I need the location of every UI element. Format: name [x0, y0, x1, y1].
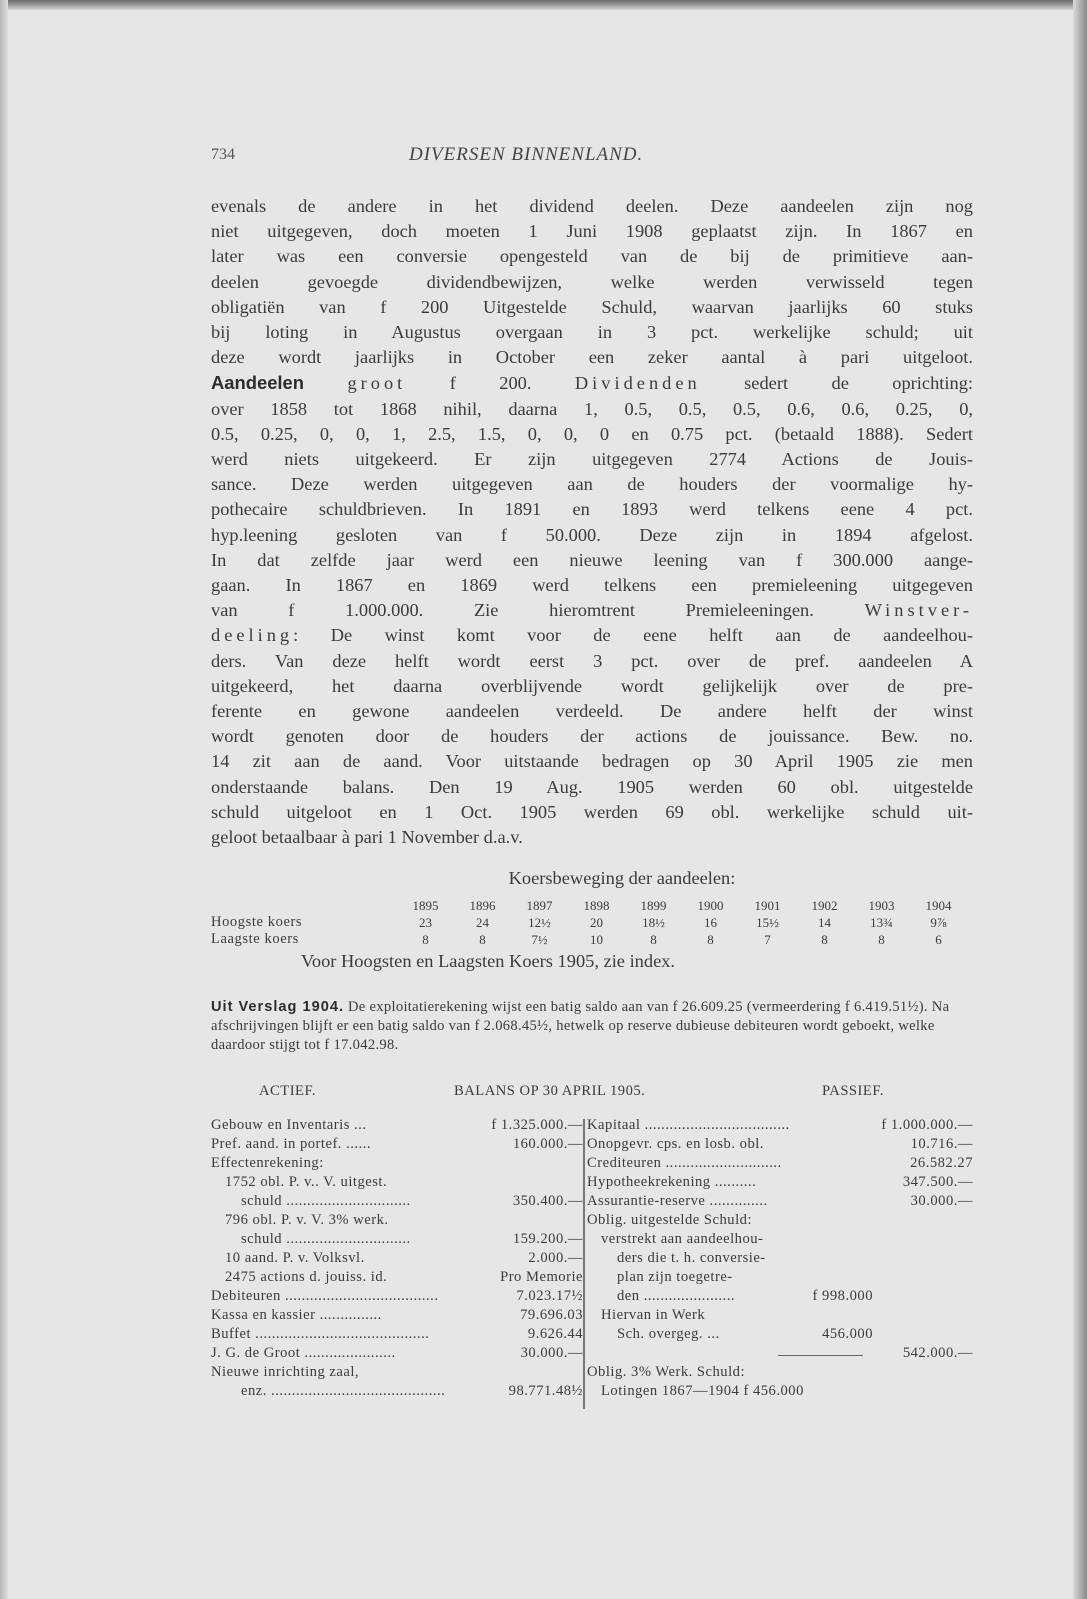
actief-row — [211, 1288, 583, 1307]
actief-row — [211, 1155, 583, 1174]
actief-row — [211, 1117, 583, 1136]
running-title: DIVERSEN BINNENLAND. — [409, 144, 644, 165]
page-content — [211, 138, 973, 1417]
actief-row-label: Gebouw en Inventaris ... — [211, 1117, 367, 1134]
passief-subamount: f 998.000 — [812, 1288, 873, 1305]
actief-row — [211, 1364, 583, 1383]
passief-row-label: Oblig. uitgestelde Schuld: — [587, 1212, 753, 1229]
koers-year: 1897 — [526, 897, 553, 913]
koers-cell: 23 — [419, 914, 432, 930]
winstverdeeling-label-a: Winstver- — [864, 600, 973, 621]
koers-row-label: Laagste koers — [211, 931, 299, 948]
passief-amount: 347.500.— — [902, 1174, 973, 1191]
koers-cell: 20 — [590, 914, 603, 930]
page-number: 734 — [211, 146, 235, 163]
koers-note: Voor Hoogsten en Laagsten Koers 1905, zie index. — [301, 951, 676, 972]
verslag-paragraph — [211, 998, 973, 1055]
actief-row-label: Debiteuren ..................................... — [211, 1288, 439, 1305]
scanned-page — [8, 10, 1073, 1599]
actief-amount: 2.000.— — [528, 1250, 583, 1267]
passief-row — [587, 1288, 973, 1307]
koers-corner — [211, 897, 397, 914]
actief-row — [211, 1345, 583, 1364]
koers-cell: 9⅞ — [930, 914, 947, 930]
body-line: 14 zit aan de aand. Voor uitstaande bedragen op 30 April 1905 zie men — [211, 751, 973, 772]
actief-row — [211, 1174, 583, 1193]
koers-cell: 12½ — [528, 914, 551, 930]
body-line: schuld uitgeloot en 1 Oct. 1905 werden 69 obl. werkelijke schuld uit- — [211, 801, 973, 822]
body-line: gaan. In 1867 en 1869 werd telkens een premieleening uitgegeven — [211, 575, 973, 596]
koers-years-row — [211, 897, 967, 914]
actief-row-label: 796 obl. P. v. V. 3% werk. — [225, 1212, 389, 1229]
koers-year: 1900 — [697, 897, 724, 913]
running-head — [211, 138, 973, 178]
actief-row — [211, 1269, 583, 1288]
aandeelen-line — [211, 370, 973, 396]
passief-amount: 30.000.— — [910, 1193, 973, 1210]
actief-row-label: 2475 actions d. jouiss. id. — [225, 1269, 388, 1286]
actief-row — [211, 1326, 583, 1345]
groot-label: groot — [347, 373, 407, 394]
koers-cell: 8 — [878, 931, 885, 947]
actief-row-label: Kassa en kassier ............... — [211, 1307, 382, 1324]
winst-rest: : De winst komt voor de eene helft aan de aandeelhou- — [293, 625, 973, 646]
passief-row — [587, 1117, 973, 1136]
actief-row — [211, 1136, 583, 1155]
koers-year: 1902 — [811, 897, 838, 913]
koers-cell: 18½ — [642, 914, 665, 930]
actief-amount: 160.000.— — [512, 1136, 583, 1153]
body-text — [211, 194, 973, 850]
koers-year: 1898 — [583, 897, 610, 913]
passief-row — [587, 1212, 973, 1231]
actief-amount: 79.696.03 — [520, 1307, 583, 1324]
body-line: bij loting in Augustus overgaan in 3 pct. werkelijke schuld; uit — [211, 322, 973, 343]
passief-row-label: Hiervan in Werk — [601, 1307, 706, 1324]
passief-row — [587, 1155, 973, 1174]
koers-row-laagste — [211, 931, 967, 948]
groot-value: f 200. — [406, 373, 575, 394]
koers-cell: 24 — [476, 914, 489, 930]
actief-column — [211, 1117, 583, 1402]
passief-row-label: plan zijn toegetre- — [617, 1269, 733, 1286]
koers-year: 1901 — [754, 897, 781, 913]
passief-row — [587, 1269, 973, 1288]
passief-column — [587, 1117, 973, 1402]
passief-row-label: Crediteuren ............................ — [587, 1155, 782, 1172]
actief-amount: 9.626.44 — [527, 1326, 583, 1343]
koers-year: 1895 — [412, 897, 439, 913]
balans-divider — [583, 1119, 585, 1409]
actief-amount: 350.400.— — [512, 1193, 583, 1210]
winstverdeeling-label-b: deeling — [211, 625, 294, 646]
actief-row-label: schuld .............................. — [241, 1193, 411, 1210]
passief-row-label: Lotingen 1867—1904 f 456.000 — [601, 1383, 804, 1400]
dividenden-label: Dividenden — [574, 373, 701, 394]
body-line: ferente en gewone aandeelen verdeeld. De andere helft der winst — [211, 701, 973, 722]
passief-row-label: ders die t. h. conversie- — [617, 1250, 766, 1267]
page-edge-top — [0, 0, 1087, 10]
actief-amount: f 1.325.000.— — [491, 1117, 583, 1134]
koers-year: 1899 — [640, 897, 667, 913]
passief-row — [587, 1364, 973, 1383]
body-line: deze wordt jaarlijks in October een zeker aantal à pari uitgeloot. — [211, 347, 973, 368]
actief-label: ACTIEF. — [259, 1083, 317, 1100]
body-line: sance. Deze werden uitgegeven aan de houders der voormalige hy- — [211, 474, 973, 495]
actief-row — [211, 1250, 583, 1269]
actief-amount: 30.000.— — [520, 1345, 583, 1362]
koers-row-label: Hoogste koers — [211, 914, 303, 931]
actief-row-label: Buffet .......................................... — [211, 1326, 430, 1343]
koers-cell: 16 — [704, 914, 717, 930]
passief-amount: f 1.000.000.— — [881, 1117, 973, 1134]
premie-text: van f 1.000.000. Zie hieromtrent Premieleeningen. — [211, 600, 814, 621]
passief-row — [587, 1307, 973, 1326]
winst-line-2 — [211, 623, 973, 648]
koers-row-hoogste — [211, 914, 967, 931]
body-line: onderstaande balans. Den 19 Aug. 1905 werden 60 obl. uitgestelde — [211, 776, 973, 797]
passief-row-label: Hypotheekrekening .......... — [587, 1174, 757, 1191]
balans-table — [211, 1117, 973, 1417]
passief-row-label: Assurantie-reserve .............. — [587, 1193, 768, 1210]
koers-year: 1903 — [868, 897, 895, 913]
actief-row-label: enz. .......................................... — [241, 1383, 446, 1400]
passief-row — [587, 1250, 973, 1269]
passief-row — [587, 1231, 973, 1250]
passief-row-label: Oblig. 3% Werk. Schuld: — [587, 1364, 746, 1381]
body-line: 0.5, 0.25, 0, 0, 1, 2.5, 1.5, 0, 0, 0 en 0.75 pct. (betaald 1888). Sedert — [211, 423, 973, 444]
actief-row — [211, 1212, 583, 1231]
actief-row — [211, 1193, 583, 1212]
passief-amount: 10.716.— — [910, 1136, 973, 1153]
passief-row — [587, 1383, 973, 1402]
actief-row — [211, 1383, 583, 1402]
passief-row-label: Onopgevr. cps. en losb. obl. — [587, 1136, 764, 1153]
actief-row-label: J. G. de Groot ...................... — [211, 1345, 396, 1362]
body-line: ders. Van deze helft wordt eerst 3 pct. over de pref. aandeelen A — [211, 650, 973, 671]
body-line: later was een conversie opengesteld van de bij de primitieve aan- — [211, 246, 973, 267]
actief-row-label: 1752 obl. P. v.. V. uitgest. — [225, 1174, 388, 1191]
koers-year: 1904 — [925, 897, 952, 913]
koers-cell: 10 — [590, 931, 603, 947]
koers-table — [211, 897, 967, 948]
koers-cell: 15½ — [756, 914, 779, 930]
winst-line-1 — [211, 598, 973, 623]
body-line: niet uitgegeven, doch moeten 1 Juni 1908 geplaatst zijn. In 1867 en — [211, 221, 973, 242]
actief-row-label: Nieuwe inrichting zaal, — [211, 1364, 360, 1381]
passief-amount: 26.582.27 — [910, 1155, 973, 1172]
body-line: uitgekeerd, het daarna overblijvende wordt gelijkelijk over de pre- — [211, 675, 973, 696]
subtotal-rule — [778, 1355, 863, 1356]
page-edge-right — [1073, 0, 1087, 1599]
actief-amount: 7.023.17½ — [516, 1288, 583, 1305]
koers-cell: 13¾ — [870, 914, 893, 930]
actief-row — [211, 1231, 583, 1250]
actief-row-label: Effectenrekening: — [211, 1155, 324, 1172]
body-line: In dat zelfde jaar werd een nieuwe leening van f 300.000 aange- — [211, 549, 973, 570]
passief-row-label: verstrekt aan aandeelhou- — [601, 1231, 764, 1248]
balans-title: BALANS OP 30 APRIL 1905. — [454, 1083, 646, 1100]
body-line: deelen gevoegde dividendbewijzen, welke werden verwisseld tegen — [211, 271, 973, 292]
koers-cell: 7 — [764, 931, 771, 947]
body-line: pothecaire schuldbrieven. In 1891 en 1893 werd telkens eene 4 pct. — [211, 499, 973, 520]
passief-label: PASSIEF. — [822, 1083, 884, 1100]
koers-cell: 6 — [935, 931, 942, 947]
actief-amount: Pro Memorie — [500, 1269, 583, 1286]
koers-cell: 8 — [479, 931, 486, 947]
dividenden-rest: sedert de oprichting: — [700, 373, 973, 394]
passief-row — [587, 1345, 973, 1364]
verslag-heading: Uit Verslag 1904. — [211, 999, 345, 1016]
passief-subamount: 456.000 — [822, 1326, 873, 1343]
body-line: werd niets uitgekeerd. Er zijn uitgegeven 2774 Actions de Jouis- — [211, 449, 973, 470]
actief-amount: 98.771.48½ — [508, 1383, 583, 1400]
body-line: obligatiën van f 200 Uitgestelde Schuld, waarvan jaarlijks 60 stuks — [211, 296, 973, 317]
koers-cell: 8 — [821, 931, 828, 947]
body-line: geloot betaalbaar à pari 1 November d.a.v. — [211, 827, 523, 848]
actief-row-label: 10 aand. P. v. Volksvl. — [225, 1250, 365, 1267]
body-line: hyp.leening gesloten van f 50.000. Deze zijn in 1894 afgelost. — [211, 524, 973, 545]
passief-row-label: Sch. overgeg. ... — [617, 1326, 720, 1343]
balans-header — [211, 1083, 973, 1107]
passief-row — [587, 1136, 973, 1155]
passief-row — [587, 1193, 973, 1212]
koers-cell: 8 — [422, 931, 429, 947]
verslag-text: De exploitatierekening wijst een batig saldo aan van f 26.609.25 (vermeerdering f 6.419.51½). Na afschrijvingen blijft er een batig saldo van f 2.068.45½, hetwelk op reserve dubieuse debiteuren wordt geboekt, welke daardoor stijgt tot f 17.042.98. — [211, 999, 950, 1054]
passief-row-label: den ...................... — [617, 1288, 735, 1305]
passief-amount: 542.000.— — [902, 1345, 973, 1362]
actief-row-label: Pref. aand. in portef. ...... — [211, 1136, 371, 1153]
body-line: wordt genoten door de houders der actions de jouissance. Bew. no. — [211, 726, 973, 747]
actief-row — [211, 1307, 583, 1326]
koers-title: Koersbeweging der aandeelen: — [508, 868, 736, 889]
passief-row — [587, 1174, 973, 1193]
koers-cell: 8 — [707, 931, 714, 947]
body-line: evenals de andere in het dividend deelen. Deze aandeelen zijn nog — [211, 196, 973, 216]
passief-row — [587, 1326, 973, 1345]
koers-cell: 14 — [818, 914, 831, 930]
passief-row-label: Kapitaal ................................... — [587, 1117, 790, 1134]
actief-amount: 159.200.— — [512, 1231, 583, 1248]
koers-year: 1896 — [469, 897, 496, 913]
actief-row-label: schuld .............................. — [241, 1231, 411, 1248]
aandeelen-heading: Aandeelen — [211, 372, 305, 394]
koers-cell: 7½ — [531, 931, 548, 947]
page-edge-left — [0, 0, 8, 1599]
body-line: over 1858 tot 1868 nihil, daarna 1, 0.5, 0.5, 0.5, 0.6, 0.6, 0.25, 0, — [211, 398, 973, 419]
koers-cell: 8 — [650, 931, 657, 947]
